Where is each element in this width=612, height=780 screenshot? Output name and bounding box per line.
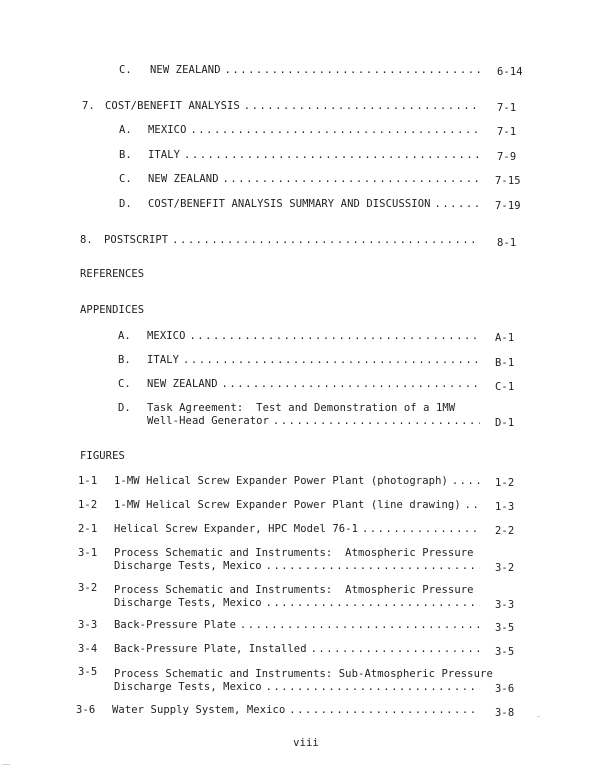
entry-leader bbox=[147, 330, 480, 343]
figure-title-line2: Discharge Tests, Mexico . . . bbox=[114, 597, 480, 610]
entry-letter: D. bbox=[118, 402, 131, 414]
entry-letter: A. bbox=[118, 330, 131, 342]
entry-letter: A. bbox=[119, 124, 132, 136]
entry-leader bbox=[148, 173, 480, 186]
entry-leader bbox=[147, 378, 480, 391]
figure-page: 3-2 bbox=[495, 562, 515, 574]
entry-leader bbox=[147, 354, 480, 367]
entry-title-line2: Well-Head Generator . . . bbox=[147, 415, 480, 428]
entry-page: 7-19 bbox=[495, 200, 521, 212]
figure-number: 3-4 bbox=[78, 643, 98, 655]
entry-title: POSTSCRIPT . . . bbox=[104, 234, 480, 247]
figure-title: Helical Screw Expander, HPC Model 76-1 . . . bbox=[114, 523, 480, 536]
page-number: viii bbox=[293, 737, 319, 749]
entry-leader bbox=[114, 681, 480, 694]
entry-leader bbox=[148, 149, 480, 162]
entry-page: 6-14 bbox=[497, 66, 523, 78]
entry-letter: B. bbox=[118, 354, 131, 366]
entry-leader bbox=[147, 415, 480, 428]
entry-title: NEW ZEALAND . . . bbox=[148, 173, 480, 186]
entry-leader bbox=[114, 619, 480, 632]
entry-title: MEXICO . . . bbox=[147, 330, 480, 343]
entry-title: NEW ZEALAND . . . bbox=[150, 64, 480, 77]
entry-leader bbox=[114, 523, 480, 536]
entry-leader bbox=[104, 234, 480, 247]
entry-number: 7. bbox=[82, 100, 95, 112]
entry-leader bbox=[148, 124, 480, 137]
entry-leader bbox=[114, 643, 480, 656]
entry-number: 8. bbox=[80, 234, 93, 246]
entry-letter: C. bbox=[119, 64, 132, 76]
entry-page: B-1 bbox=[495, 357, 515, 369]
figure-page: 1-3 bbox=[495, 501, 515, 513]
entry-title: ITALY . . . bbox=[147, 354, 480, 367]
figure-number: 3-1 bbox=[78, 547, 98, 559]
entry-leader bbox=[148, 198, 480, 211]
appendices-heading: APPENDICES bbox=[80, 304, 145, 316]
scan-artifact bbox=[2, 764, 10, 765]
figure-number: 1-2 bbox=[78, 499, 98, 511]
entry-leader bbox=[114, 499, 480, 512]
entry-letter: C. bbox=[118, 378, 131, 390]
entry-title: COST/BENEFIT ANALYSIS . . . bbox=[105, 100, 480, 113]
figure-page: 2-2 bbox=[495, 525, 515, 537]
entry-title: MEXICO . . . bbox=[148, 124, 480, 137]
references-heading: REFERENCES bbox=[80, 268, 145, 280]
figure-title-line1: Process Schematic and Instruments: Sub-Atmospheric Pressure bbox=[114, 668, 493, 680]
figure-title: Back-Pressure Plate . . . bbox=[114, 619, 480, 632]
figure-page: 1-2 bbox=[495, 477, 515, 489]
figure-title-line2: Discharge Tests, Mexico . . . bbox=[114, 681, 480, 694]
figure-title: 1-MW Helical Screw Expander Power Plant (line drawing) . . . bbox=[114, 499, 480, 512]
entry-leader bbox=[114, 475, 480, 488]
figure-page: 3-3 bbox=[495, 599, 515, 611]
entry-page: 7-1 bbox=[497, 102, 517, 114]
entry-leader bbox=[150, 64, 480, 77]
figure-number: 3-5 bbox=[78, 666, 98, 678]
figure-page: 3-6 bbox=[495, 683, 515, 695]
figures-heading: FIGURES bbox=[80, 450, 125, 462]
entry-page: 7-9 bbox=[497, 151, 517, 163]
figure-number: 1-1 bbox=[78, 475, 98, 487]
figure-title-line2: Discharge Tests, Mexico . . . bbox=[114, 560, 480, 573]
entry-title: NEW ZEALAND . . . bbox=[147, 378, 480, 391]
entry-title-line1: Task Agreement: Test and Demonstration of a 1MW bbox=[147, 402, 456, 414]
entry-title: ITALY . . . bbox=[148, 149, 480, 162]
figure-number: 3-6 bbox=[76, 704, 96, 716]
entry-title: COST/BENEFIT ANALYSIS SUMMARY AND DISCUSSION . . . bbox=[148, 198, 480, 211]
entry-page: A-1 bbox=[495, 332, 515, 344]
entry-page: 8-1 bbox=[497, 237, 517, 249]
entry-leader bbox=[114, 560, 480, 573]
entry-page: 7-15 bbox=[495, 175, 521, 187]
figure-page: 3-5 bbox=[495, 646, 515, 658]
entry-page: C-1 bbox=[495, 381, 515, 393]
figure-title-line1: Process Schematic and Instruments: Atmospheric Pressure bbox=[114, 584, 474, 596]
entry-letter: D. bbox=[119, 198, 132, 210]
entry-letter: C. bbox=[119, 173, 132, 185]
figure-number: 2-1 bbox=[78, 523, 98, 535]
entry-letter: B. bbox=[119, 149, 132, 161]
figure-title: Water Supply System, Mexico . . . bbox=[112, 704, 480, 717]
figure-page: 3-5 bbox=[495, 622, 515, 634]
figure-title: Back-Pressure Plate, Installed . . . bbox=[114, 643, 480, 656]
figure-title-line1: Process Schematic and Instruments: Atmospheric Pressure bbox=[114, 547, 474, 559]
entry-leader bbox=[105, 100, 480, 113]
figure-number: 3-3 bbox=[78, 619, 98, 631]
entry-page: 7-1 bbox=[497, 126, 517, 138]
scan-artifact bbox=[537, 716, 540, 717]
entry-page: D-1 bbox=[495, 417, 515, 429]
figure-page: 3-8 bbox=[495, 707, 515, 719]
entry-leader bbox=[112, 704, 480, 717]
entry-leader bbox=[114, 597, 480, 610]
figure-title: 1-MW Helical Screw Expander Power Plant (photograph) . . . bbox=[114, 475, 480, 488]
figure-number: 3-2 bbox=[78, 582, 98, 594]
